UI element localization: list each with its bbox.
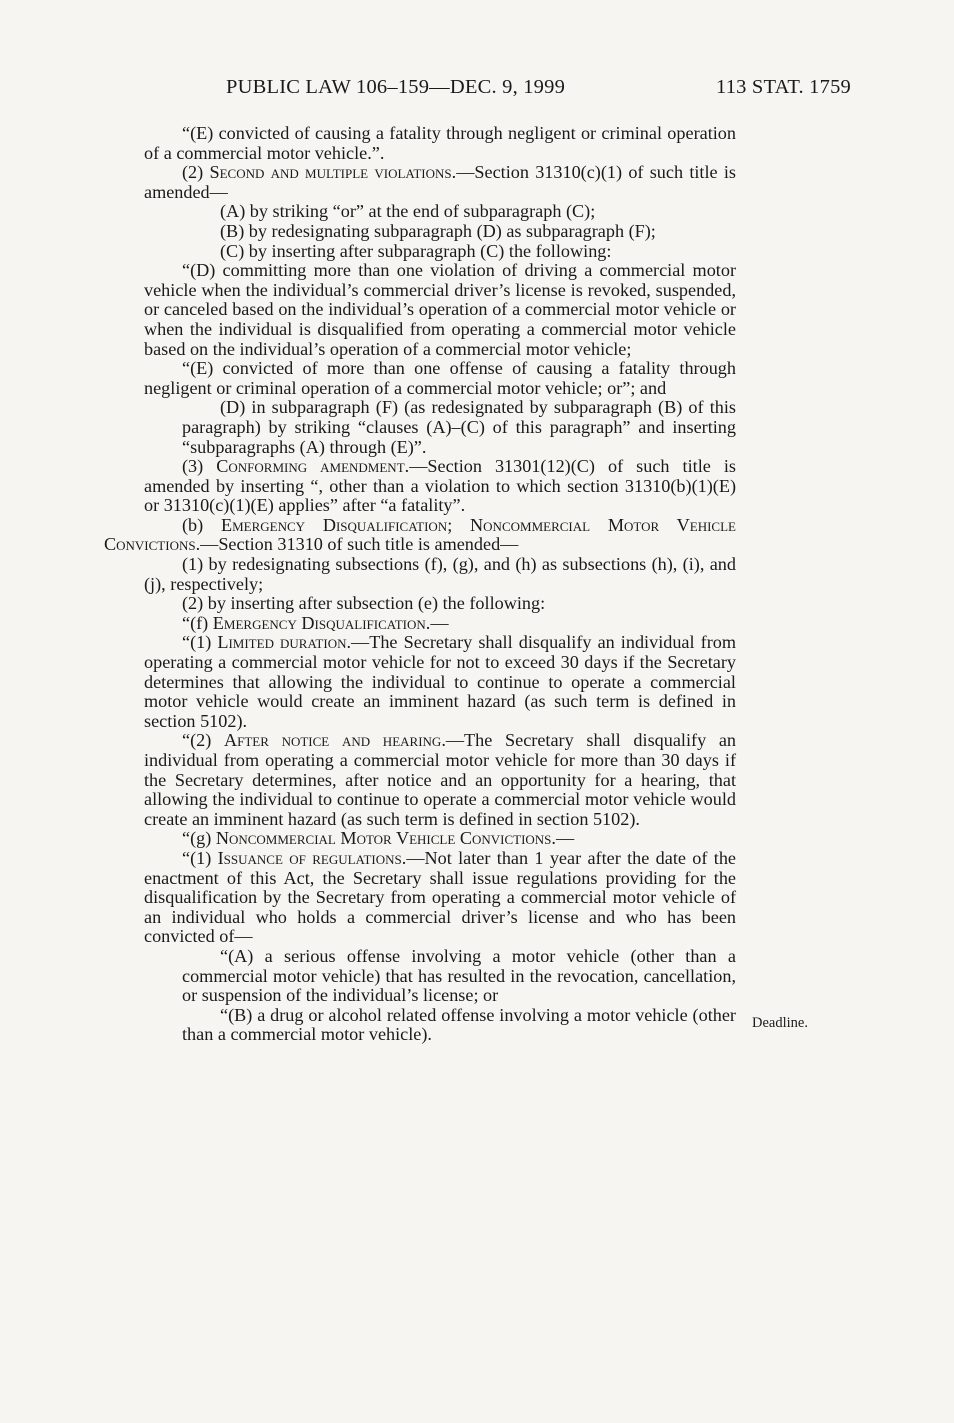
paragraph-p14 (144, 633, 736, 731)
margin-note: Deadline. (752, 1015, 808, 1031)
text-run: (3) (182, 456, 217, 477)
text-run: .—Section 31301(12)(C) of such title is amended by inserting “, other than a violation to which section 31310(b)(1)(E) or 31310(c)(1)(E) applies” after “a fatality”. (144, 456, 736, 516)
text-run: .—The Secretary shall disqualify an individual from operating a commercial motor vehicle for more than 30 days if the Secretary determines, after notice and an opportunity for a hearing, that allowing the individual to continue to operate a commercial motor vehicle would create an imminent hazard (as such term is defined in section 5102). (144, 730, 737, 829)
paragraph-p11: (1) by redesignating subsections (f), (g), and (h) as subsections (h), (i), and (j), respectively; (144, 554, 736, 594)
section-heading: After notice and hearing (223, 730, 442, 751)
statute-body (104, 123, 737, 1045)
paragraph-p12: (2) by inserting after subsection (e) the following: (182, 593, 546, 614)
text-run: .—Section 31310(c)(1) of such title is amended— (144, 162, 736, 202)
section-heading: Noncommercial Motor Vehicle Convictions (215, 828, 552, 849)
paragraph-p15 (144, 731, 736, 829)
paragraph-p17 (144, 849, 736, 947)
paragraph-p13 (144, 614, 736, 634)
text-run: .—The Secretary shall disqualify an individual from operating a commercial motor vehicle for not to exceed 30 days if the Secretary determines that allowing the individual to continue to operate a commercial motor vehicle would create an imminent hazard (as such term is defined in section 5102). (144, 632, 736, 731)
paragraph-p16 (144, 829, 736, 849)
section-heading: Issuance of regulations (217, 847, 402, 868)
paragraph-p6: “(D) committing more than one violation of driving a commercial motor vehicle when the individual’s commercial driver’s license is revoked, suspended, or canceled based on the individual’s operation of a commercial motor vehicle or when the individual is disqualified from operating a commercial motor vehicle based on the individual’s operation of a commercial motor vehicle; (144, 260, 736, 359)
text-run: “(1) (182, 632, 218, 653)
text-run: “(g) (182, 828, 216, 849)
running-header (0, 76, 954, 106)
paragraph-p3: (A) by striking “or” at the end of subparagraph (C); (220, 201, 596, 222)
paragraph-p1: “(E) convicted of causing a fatality through negligent or criminal operation of a commercial motor vehicle.”. (144, 123, 736, 163)
text-run: .— (551, 828, 575, 849)
text-run: .—Not later than 1 year after the date of the enactment of this Act, the Secretary shall issue regulations providing for the disqualification by the Secretary from operating a commercial motor vehicle of an individual who holds a commercial driver’s license and who has been convicted of— (144, 847, 737, 947)
header-title: PUBLIC LAW 106–159—DEC. 9, 1999 (226, 76, 566, 98)
paragraph-p10 (104, 516, 736, 555)
text-run: .—Section 31310 of such title is amended— (195, 534, 519, 555)
text-run: “(f) (182, 612, 213, 633)
paragraph-p9 (144, 457, 736, 516)
paragraph-p18: “(A) a serious offense involving a motor vehicle (other than a commercial motor vehicle) that has resulted in the revocation, cancellation, or suspension of the individual’s license; or (182, 945, 736, 1006)
text-run: .— (425, 612, 449, 633)
section-heading: Conforming amendment (216, 456, 405, 477)
text-run: “(1) (182, 847, 218, 868)
text-run: (2) (182, 162, 210, 183)
section-heading: Limited duration (217, 632, 347, 653)
section-heading: Emergency Disqualification (212, 612, 426, 633)
header-stat-page: 113 STAT. 1759 (716, 76, 851, 98)
paragraph-p2 (144, 163, 736, 202)
text-run: “(2) (182, 730, 224, 751)
text-run: (b) (182, 514, 221, 535)
section-heading: Emergency Disqualification; Noncommercial Motor Vehicle Convictions (104, 514, 736, 555)
paragraph-p4: (B) by redesignating subparagraph (D) as subparagraph (F); (220, 220, 656, 241)
paragraph-p19: “(B) a drug or alcohol related offense involving a motor vehicle (other than a commercial motor vehicle). (182, 1004, 736, 1045)
paragraph-p5: (C) by inserting after subparagraph (C) the following: (220, 240, 612, 261)
section-heading: Second and multiple violations (209, 162, 452, 183)
paragraph-p7: “(E) convicted of more than one offense of causing a fatality through negligent or criminal operation of a commercial motor vehicle; or”; and (144, 358, 736, 398)
paragraph-p8: (D) in subparagraph (F) (as redesignated by subparagraph (B) of this paragraph) by striking “clauses (A)–(C) of this paragraph” and inserting “subparagraphs (A) through (E)”. (182, 397, 736, 457)
